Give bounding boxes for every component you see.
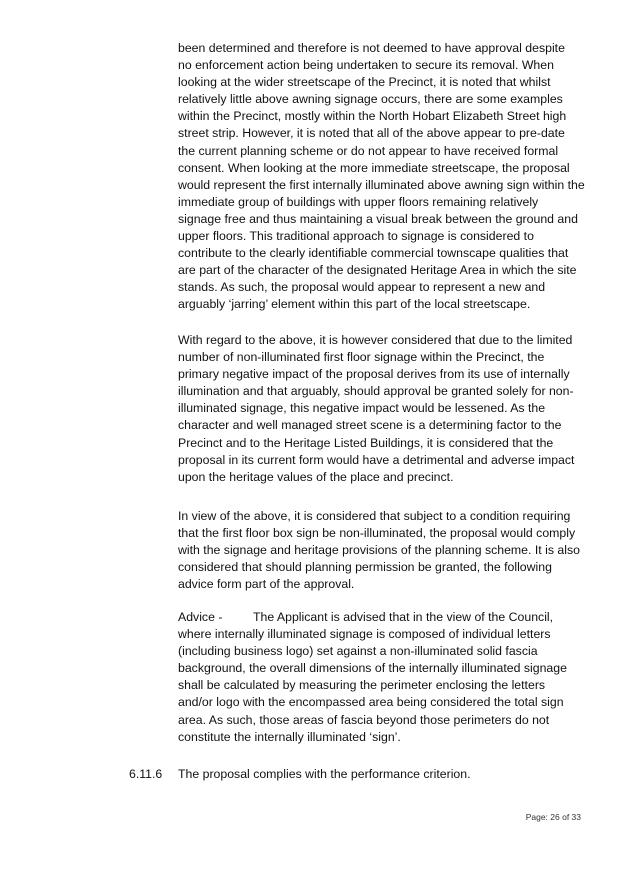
text-line: proposal in its current form would have a detrimental and adverse impact xyxy=(178,452,575,467)
text-line: signage free and thus maintaining a visual break between the ground and xyxy=(178,211,578,226)
text-line: Precinct and to the Heritage Listed Buildings, it is considered that the xyxy=(178,435,554,450)
text-line: character and well managed street scene is a determining factor to the xyxy=(178,418,562,433)
text-line: In view of the above, it is considered that subject to a condition requiring xyxy=(178,509,571,523)
text-line: consent. When looking at the more immediate streetscape, the proposal xyxy=(178,160,570,175)
text-line: would represent the first internally illuminated above awning sign within the xyxy=(178,177,585,192)
text-line: and/or logo with the encompassed area being considered the total sign xyxy=(178,695,564,710)
advice-note xyxy=(178,609,582,746)
text-line: the current planning scheme or do not appear to have received formal xyxy=(178,143,559,158)
paragraph-condition-recommendation xyxy=(178,508,582,593)
text-line: The Applicant is advised that in the view of the Council, xyxy=(253,610,554,624)
page-number: Page: 26 of 33 xyxy=(525,812,581,822)
text-line: been determined and therefore is not deemed to have approval despite xyxy=(178,41,565,55)
text-line: considered that should planning permission be granted, the following xyxy=(178,560,552,575)
text-line: illuminated signage, this negative impact would be lessened. As the xyxy=(178,401,546,416)
text-line: where internally illuminated signage is composed of individual letters xyxy=(178,627,551,642)
text-line: (including business logo) set against a non-illuminated solid fascia xyxy=(178,644,538,659)
text-line: upon the heritage values of the place and precinct. xyxy=(178,469,454,484)
text-line: area. As such, those areas of fascia beyond those perimeters do not xyxy=(178,712,550,727)
text-line: shall be calculated by measuring the perimeter enclosing the letters xyxy=(178,678,546,693)
text-line: no enforcement action being undertaken to secure its removal. When xyxy=(178,58,554,73)
text-line: advice form part of the approval. xyxy=(178,577,355,592)
text-line: upper floors. This traditional approach to signage is considered to xyxy=(178,229,534,244)
text-line: with the signage and heritage provisions of the planning scheme. It is also xyxy=(178,543,580,558)
text-line: constitute the internally illuminated ‘sign’. xyxy=(178,729,401,744)
text-line: street strip. However, it is noted that all of the above appear to pre-date xyxy=(178,126,565,141)
text-line: primary negative impact of the proposal derives from its use of internally xyxy=(178,367,570,382)
clause-text: The proposal complies with the performance criterion. xyxy=(178,767,471,781)
text-line: arguably ‘jarring’ element within this part of the local streetscape. xyxy=(178,297,531,312)
advice-label: Advice - xyxy=(178,610,223,624)
text-line: With regard to the above, it is however considered that due to the limited xyxy=(178,333,573,347)
text-line: background, the overall dimensions of the internally illuminated signage xyxy=(178,661,567,676)
text-line: immediate group of buildings with upper floors remaining relatively xyxy=(178,194,539,209)
text-line: contribute to the clearly identifiable commercial townscape qualities that xyxy=(178,246,569,261)
text-line: number of non-illuminated first floor signage within the Precinct, the xyxy=(178,350,545,365)
clause-number: 6.11.6 xyxy=(129,767,163,781)
text-line: are part of the character of the designated Heritage Area in which the site xyxy=(178,263,577,278)
paragraph-illumination-impact xyxy=(178,332,582,486)
text-line: relatively little above awning signage occurs, there are some examples xyxy=(178,92,563,107)
text-line: within the Precinct, mostly within the North Hobart Elizabeth Street high xyxy=(178,109,567,124)
advice-first-line xyxy=(178,609,582,626)
text-line: looking at the wider streetscape of the Precinct, it is noted that whilst xyxy=(178,75,551,90)
text-line: illumination and that arguably, should approval be granted solely for non- xyxy=(178,384,574,399)
text-line: that the first floor box sign be non-illuminated, the proposal would comply xyxy=(178,526,576,541)
text-line: stands. As such, the proposal would appear to represent a new and xyxy=(178,280,546,295)
paragraph-heritage-streetscape xyxy=(178,40,585,314)
numbered-clause xyxy=(129,766,471,783)
